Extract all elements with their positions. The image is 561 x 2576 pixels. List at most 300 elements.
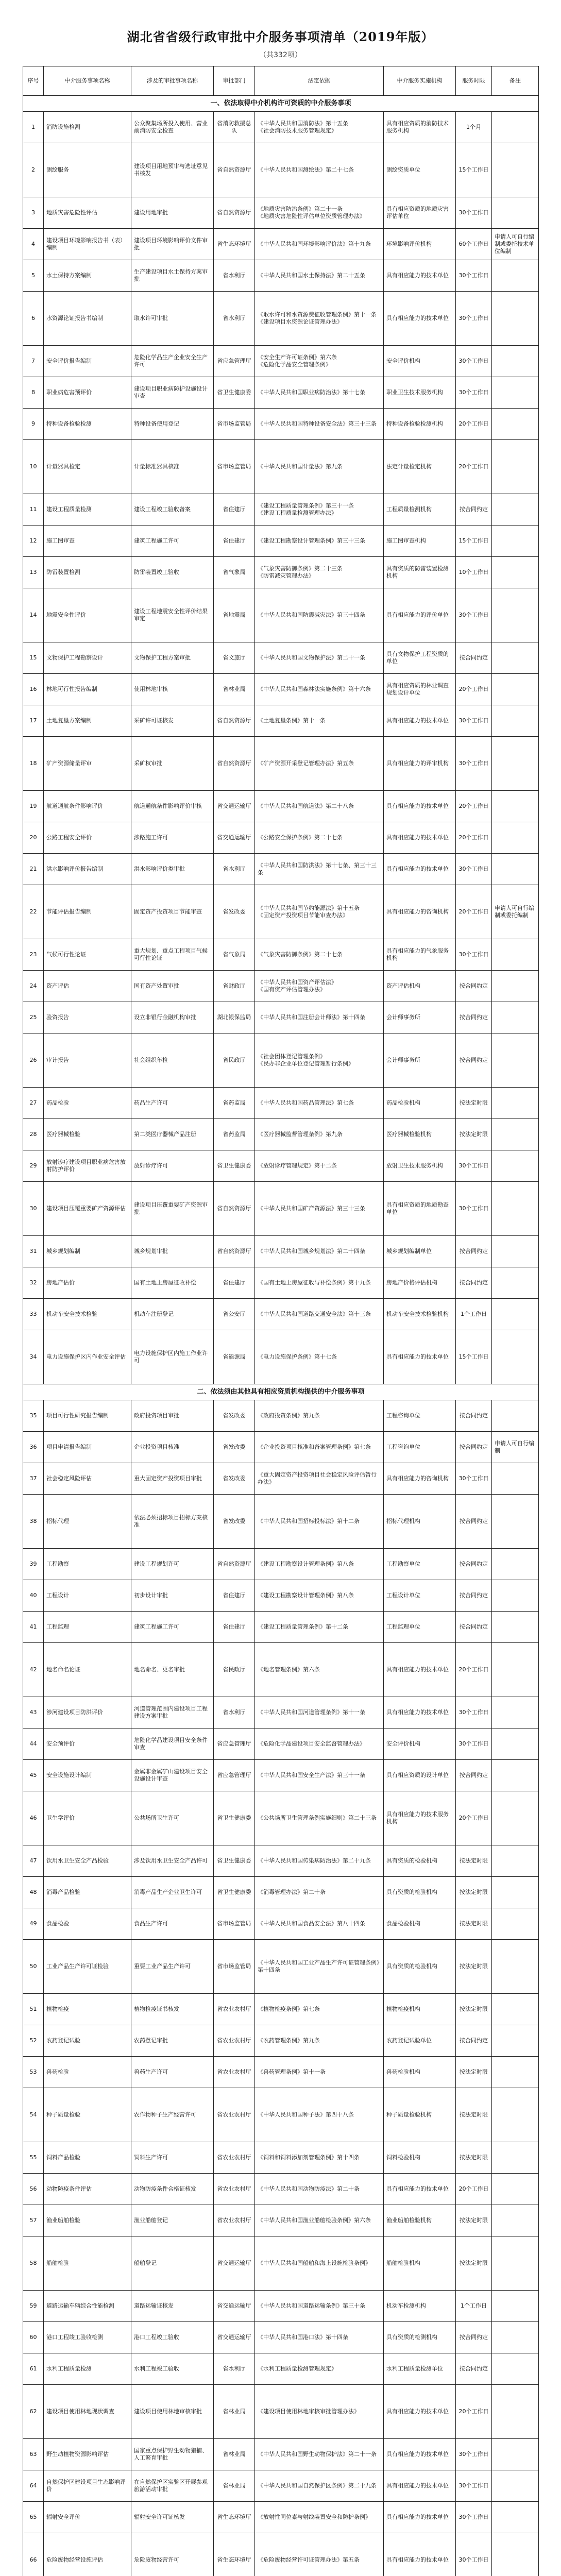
cell-approval-dept: 省交通运输厅 [214, 2322, 255, 2353]
cell-service-time: 30个工作日 [456, 2533, 492, 2576]
legal-basis-line: 《中华人民共和国野生动物保护法》第二十一条 [258, 2451, 377, 2458]
cell-service-time: 按合同约定 [456, 1495, 492, 1549]
cell-note [492, 1463, 539, 1495]
cell-legal-basis [255, 2322, 384, 2353]
cell-service-time: 按合同约定 [456, 971, 492, 1002]
cell-service-org: 安全评价机构 [384, 346, 456, 377]
cell-approval-item: 国有土地上房屋征收补偿 [131, 1267, 214, 1299]
cell-approval-item: 建设项目使用林地审核审批 [131, 2385, 214, 2439]
cell-legal-basis [255, 588, 384, 642]
cell-no: 13 [23, 557, 44, 588]
table-row [23, 2439, 539, 2470]
cell-approval-item: 取水许可审批 [131, 292, 214, 346]
cell-no: 42 [23, 1643, 44, 1697]
cell-service-time: 按合同约定 [456, 1760, 492, 1791]
legal-basis-line: 《中华人民共和国消防法》第十五条 [258, 120, 348, 127]
cell-legal-basis [255, 2142, 384, 2174]
cell-legal-basis [255, 2088, 384, 2142]
table-row [23, 1549, 539, 1580]
cell-legal-basis [255, 1877, 384, 1908]
cell-service-time: 按合同约定 [456, 1400, 492, 1432]
cell-legal-basis [255, 2291, 384, 2322]
cell-note [492, 971, 539, 1002]
cell-approval-dept: 省水利厅 [214, 2353, 255, 2385]
cell-no: 40 [23, 1580, 44, 1612]
cell-approval-item: 涉及饮用水卫生安全产品许可 [131, 1845, 214, 1877]
legal-basis-line: 《中华人民共和国森林法实施条例》第十六条 [258, 686, 371, 692]
cell-no: 46 [23, 1791, 44, 1845]
cell-service-org: 具有相应能力的技术单位 [384, 822, 456, 854]
cell-no: 20 [23, 822, 44, 854]
cell-service-name: 消防设施检测 [44, 112, 131, 143]
cell-note: 申请人可自行编制 [492, 1432, 539, 1463]
cell-note [492, 2088, 539, 2142]
cell-approval-dept: 省自然资源厅 [214, 197, 255, 229]
cell-approval-dept: 省自然资源厅 [214, 1182, 255, 1236]
cell-service-time: 20个工作日 [456, 674, 492, 705]
cell-approval-dept: 省交通运输厅 [214, 822, 255, 854]
cell-service-org: 机动车安全技术检验机构 [384, 1299, 456, 1330]
table-body [23, 96, 539, 2576]
cell-approval-dept: 省自然资源厅 [214, 1549, 255, 1580]
cell-service-name: 渔业船舶检验 [44, 2205, 131, 2236]
cell-note [492, 2322, 539, 2353]
cell-service-name: 林地可行性报告编制 [44, 674, 131, 705]
legal-basis-line: 《中华人民共和国道路交通安全法》第十三条 [258, 1311, 371, 1317]
cell-approval-dept: 省市场监管局 [214, 409, 255, 440]
cell-approval-item: 特种设备使用登记 [131, 409, 214, 440]
table-row [23, 674, 539, 705]
legal-basis-line: 《中华人民共和国船舶和海上设施检验条例》 [258, 2260, 371, 2266]
cell-approval-dept: 省住建厅 [214, 526, 255, 557]
cell-service-time: 按合同约定 [456, 642, 492, 674]
col-header-approval: 涉及的审批事项名称 [131, 66, 214, 96]
legal-basis-line: 《植物检疫条例》第七条 [258, 2006, 320, 2012]
legal-basis-line: 《中华人民共和国招标投标法》第十二条 [258, 1518, 360, 1524]
table-row [23, 1002, 539, 1033]
cell-note [492, 409, 539, 440]
cell-approval-dept: 省应急管理厅 [214, 1760, 255, 1791]
cell-service-time: 1个月 [456, 112, 492, 143]
cell-legal-basis [255, 197, 384, 229]
cell-note [492, 1845, 539, 1877]
cell-legal-basis [255, 1002, 384, 1033]
table-row [23, 1791, 539, 1845]
legal-basis-line: 《中华人民共和国种子法》第四十八条 [258, 2111, 354, 2118]
cell-note [492, 1119, 539, 1150]
cell-service-time: 30个工作日 [456, 292, 492, 346]
legal-basis-line: 《兽药管理条例》第十一条 [258, 2069, 326, 2075]
service-items-table [23, 66, 539, 2576]
cell-legal-basis [255, 1845, 384, 1877]
cell-no: 17 [23, 705, 44, 737]
cell-approval-item: 建设项目环境影响评价文件审批 [131, 229, 214, 260]
table-row [23, 1267, 539, 1299]
cell-approval-dept: 省水利厅 [214, 260, 255, 292]
cell-approval-dept: 省地震局 [214, 588, 255, 642]
cell-no: 21 [23, 854, 44, 885]
cell-note [492, 440, 539, 494]
cell-no: 14 [23, 588, 44, 642]
cell-service-org: 具有相应能力的技术单位 [384, 1643, 456, 1697]
cell-approval-item: 设立非银行金融机构审批 [131, 1002, 214, 1033]
cell-approval-item: 动物防疫条件合格证核发 [131, 2174, 214, 2205]
cell-approval-dept: 省生态环境厅 [214, 2502, 255, 2533]
cell-approval-item: 危险化学品生产企业安全生产许可 [131, 346, 214, 377]
cell-service-name: 项目申请报告编制 [44, 1432, 131, 1463]
cell-legal-basis [255, 409, 384, 440]
cell-service-time: 30个工作日 [456, 2502, 492, 2533]
table-row [23, 1580, 539, 1612]
cell-approval-dept: 省应急管理厅 [214, 1728, 255, 1760]
cell-service-org: 具有相应能力的咨询机构 [384, 885, 456, 939]
table-row [23, 1643, 539, 1697]
cell-service-org: 法定计量检定机构 [384, 440, 456, 494]
cell-service-org: 工程监理单位 [384, 1612, 456, 1643]
cell-service-time: 按合同约定 [456, 2025, 492, 2057]
cell-service-org: 具有相应能力的技术单位 [384, 260, 456, 292]
table-row [23, 1908, 539, 1940]
cell-service-time: 按法定时限 [456, 2205, 492, 2236]
cell-no: 41 [23, 1612, 44, 1643]
cell-service-time: 按合同约定 [456, 1267, 492, 1299]
legal-basis-line: 《固定资产投资项目节能审查办法》 [258, 912, 348, 919]
cell-note [492, 1728, 539, 1760]
cell-legal-basis [255, 939, 384, 971]
cell-service-time: 按法定时限 [456, 1877, 492, 1908]
cell-approval-dept: 省市场监管局 [214, 1908, 255, 1940]
cell-approval-item: 消毒产品生产企业卫生许可 [131, 1877, 214, 1908]
cell-approval-dept: 省公安厅 [214, 1299, 255, 1330]
cell-service-name: 社会稳定风险评估 [44, 1463, 131, 1495]
cell-service-name: 植物检疫 [44, 1994, 131, 2025]
cell-approval-dept: 省农业农村厅 [214, 1994, 255, 2025]
cell-service-name: 放射诊疗建设项目职业病危害放射防护评价 [44, 1150, 131, 1182]
col-header-org: 中介服务实施机构 [384, 66, 456, 96]
cell-approval-item: 农药登记审批 [131, 2025, 214, 2057]
cell-approval-item: 国有资产处置审批 [131, 971, 214, 1002]
cell-service-time: 20个工作日 [456, 1791, 492, 1845]
cell-note: 申请人可自行编制或委托技术单位编制 [492, 229, 539, 260]
cell-service-org: 施工图审查机构 [384, 526, 456, 557]
cell-service-name: 辐射安全评价 [44, 2502, 131, 2533]
cell-note [492, 1612, 539, 1643]
table-row [23, 2236, 539, 2291]
cell-approval-item: 机动车注册登记 [131, 1299, 214, 1330]
cell-legal-basis [255, 1760, 384, 1791]
cell-no: 12 [23, 526, 44, 557]
cell-legal-basis [255, 1432, 384, 1463]
cell-approval-item: 建筑工程施工许可 [131, 1612, 214, 1643]
cell-service-org: 具有相应能力的技术单位 [384, 2502, 456, 2533]
cell-service-name: 安全预评价 [44, 1728, 131, 1760]
cell-service-time: 30个工作日 [456, 1728, 492, 1760]
legal-basis-line: 《危险化学品建设项目安全监督管理办法》 [258, 1740, 365, 1747]
cell-service-name: 航道通航条件影响评价 [44, 791, 131, 822]
cell-approval-dept: 省应急管理厅 [214, 346, 255, 377]
cell-legal-basis [255, 1697, 384, 1728]
cell-service-time: 1个工作日 [456, 1299, 492, 1330]
cell-legal-basis [255, 1236, 384, 1267]
table-row [23, 1182, 539, 1236]
cell-no: 1 [23, 112, 44, 143]
cell-no: 56 [23, 2174, 44, 2205]
cell-note [492, 494, 539, 526]
cell-legal-basis [255, 2025, 384, 2057]
legal-basis-line: 《社会消防技术服务管理规定》 [258, 127, 337, 134]
cell-service-time: 按法定时限 [456, 2236, 492, 2291]
cell-service-org: 植物检疫机构 [384, 1994, 456, 2025]
cell-note [492, 197, 539, 229]
cell-service-name: 审计报告 [44, 1033, 131, 1088]
cell-note [492, 642, 539, 674]
legal-basis-line: 《公共场所卫生管理条例实施细则》第二十三条 [258, 1815, 377, 1821]
cell-service-name: 工程勘察 [44, 1549, 131, 1580]
cell-no: 61 [23, 2353, 44, 2385]
legal-basis-line: 《国有土地上房屋征收与补偿条例》第十九条 [258, 1279, 371, 1286]
cell-service-org: 具有资质的防雷装置检测机构 [384, 557, 456, 588]
cell-service-name: 种子质量检验 [44, 2088, 131, 2142]
cell-approval-item: 建设工程竣工验收备案 [131, 494, 214, 526]
cell-service-name: 水土保持方案编制 [44, 260, 131, 292]
cell-no: 38 [23, 1495, 44, 1549]
cell-approval-item: 固定资产投资项目节能审查 [131, 885, 214, 939]
cell-service-name: 矿产资源储量评审 [44, 737, 131, 791]
cell-approval-dept: 省市场监管局 [214, 440, 255, 494]
legal-basis-line: 《建设工程勘察设计管理条例》第三十三条 [258, 537, 365, 544]
table-row [23, 229, 539, 260]
cell-legal-basis [255, 2439, 384, 2470]
legal-basis-line: 《中华人民共和国防震减灾法》第三十四条 [258, 612, 365, 618]
cell-approval-item: 饲料生产许可 [131, 2142, 214, 2174]
cell-no: 49 [23, 1908, 44, 1940]
cell-no: 43 [23, 1697, 44, 1728]
cell-note [492, 260, 539, 292]
legal-basis-line: 《中华人民共和国测绘法》第二十七条 [258, 166, 354, 173]
cell-no: 39 [23, 1549, 44, 1580]
cell-legal-basis [255, 2502, 384, 2533]
col-header-note: 备注 [492, 66, 539, 96]
cell-service-name: 施工图审查 [44, 526, 131, 557]
cell-service-time: 60个工作日 [456, 229, 492, 260]
table-row [23, 1033, 539, 1088]
cell-note [492, 1697, 539, 1728]
legal-basis-line: 《中华人民共和国环境影响评价法》第十九条 [258, 241, 371, 247]
cell-no: 19 [23, 791, 44, 822]
table-row [23, 440, 539, 494]
col-header-name: 中介服务事项名称 [44, 66, 131, 96]
table-row [23, 885, 539, 939]
cell-legal-basis [255, 2057, 384, 2088]
cell-note [492, 939, 539, 971]
cell-legal-basis [255, 1549, 384, 1580]
table-row [23, 2174, 539, 2205]
cell-service-org: 具有相应能力的技术服务机构 [384, 1791, 456, 1845]
section-heading-row [23, 96, 539, 112]
cell-no: 51 [23, 1994, 44, 2025]
cell-legal-basis [255, 1033, 384, 1088]
cell-note [492, 1299, 539, 1330]
cell-service-org: 药品检验机构 [384, 1088, 456, 1119]
table-header-row [23, 66, 539, 96]
cell-approval-item: 渔业船舶登记 [131, 2205, 214, 2236]
cell-service-org: 具有相应能力的咨询机构 [384, 1463, 456, 1495]
cell-service-time: 按合同约定 [456, 2353, 492, 2385]
cell-approval-item: 金属非金属矿山建设项目安全设施设计审查 [131, 1760, 214, 1791]
legal-basis-line: 《建设项目使用林地审核审批管理办法》 [258, 2408, 360, 2415]
cell-approval-item: 建设工程地震安全性评价结果审定 [131, 588, 214, 642]
cell-service-time: 按合同约定 [456, 1033, 492, 1088]
cell-legal-basis [255, 1267, 384, 1299]
cell-legal-basis [255, 1643, 384, 1697]
cell-note [492, 2057, 539, 2088]
cell-approval-item: 文物保护工程方案审批 [131, 642, 214, 674]
cell-approval-dept: 省药监局 [214, 1088, 255, 1119]
cell-approval-dept: 省卫生健康委 [214, 377, 255, 409]
cell-note [492, 705, 539, 737]
cell-legal-basis [255, 854, 384, 885]
cell-legal-basis [255, 526, 384, 557]
cell-approval-dept: 省住建厅 [214, 1580, 255, 1612]
cell-approval-item: 道路运输证核发 [131, 2291, 214, 2322]
cell-approval-item: 农作物种子生产经营许可 [131, 2088, 214, 2142]
legal-basis-line: 《建设工程质量管理条例》第三十一条 [258, 502, 354, 509]
cell-service-name: 港口工程竣工验收检测 [44, 2322, 131, 2353]
cell-service-time: 按法定时限 [456, 1845, 492, 1877]
legal-basis-line: 《防雷减灾管理办法》 [258, 572, 314, 579]
cell-no: 16 [23, 674, 44, 705]
cell-no: 47 [23, 1845, 44, 1877]
table-row [23, 1400, 539, 1432]
table-row [23, 1728, 539, 1760]
cell-approval-dept: 省住建厅 [214, 1612, 255, 1643]
cell-legal-basis [255, 494, 384, 526]
cell-note [492, 2142, 539, 2174]
cell-service-time: 1个工作日 [456, 2291, 492, 2322]
table-row [23, 642, 539, 674]
cell-service-org: 渔业船舶检验机构 [384, 2205, 456, 2236]
cell-no: 37 [23, 1463, 44, 1495]
cell-legal-basis [255, 1612, 384, 1643]
cell-approval-dept: 省气象局 [214, 939, 255, 971]
cell-legal-basis [255, 705, 384, 737]
legal-basis-line: 《建设项目水资源论证管理办法》 [258, 318, 343, 325]
cell-service-time: 30个工作日 [456, 377, 492, 409]
cell-service-name: 气候可行性论证 [44, 939, 131, 971]
cell-approval-dept: 省住建厅 [214, 494, 255, 526]
cell-service-name: 验资报告 [44, 1002, 131, 1033]
cell-approval-item: 重大固定资产投资项目审批 [131, 1463, 214, 1495]
legal-basis-line: 《地质灾害危险性评估单位资质管理办法》 [258, 213, 365, 219]
cell-approval-item: 食品生产许可 [131, 1908, 214, 1940]
cell-service-name: 工业产品生产许可证检验 [44, 1940, 131, 1994]
cell-service-time: 30个工作日 [456, 346, 492, 377]
cell-service-time: 30个工作日 [456, 260, 492, 292]
section-heading: 一、依法取得中介机构许可资质的中介服务事项 [23, 96, 539, 112]
cell-service-name: 建设工程质量检测 [44, 494, 131, 526]
cell-no: 27 [23, 1088, 44, 1119]
legal-basis-line: 《中华人民共和国药品管理法》第七条 [258, 1099, 354, 1106]
cell-service-org: 房地产价格评估机构 [384, 1267, 456, 1299]
cell-no: 45 [23, 1760, 44, 1791]
cell-approval-item: 危险化学品建设项目安全条件审查 [131, 1728, 214, 1760]
cell-approval-item: 涉路施工许可 [131, 822, 214, 854]
cell-no: 52 [23, 2025, 44, 2057]
legal-basis-line: 《医疗器械监督管理条例》第九条 [258, 1131, 343, 1138]
cell-approval-dept: 省农业农村厅 [214, 2057, 255, 2088]
cell-no: 54 [23, 2088, 44, 2142]
cell-service-name: 项目可行性研究报告编制 [44, 1400, 131, 1432]
legal-basis-line: 《企业投资项目核准和备案管理条例》第七条 [258, 1444, 371, 1450]
cell-service-org: 具有相应能力的技术单位 [384, 705, 456, 737]
cell-legal-basis [255, 885, 384, 939]
cell-note [492, 292, 539, 346]
cell-note [492, 822, 539, 854]
cell-no: 55 [23, 2142, 44, 2174]
legal-basis-line: 《水利工程质量检测管理规定》 [258, 2365, 337, 2372]
cell-approval-dept: 省卫生健康委 [214, 1150, 255, 1182]
cell-service-time: 30个工作日 [456, 588, 492, 642]
table-row [23, 409, 539, 440]
col-header-no: 序号 [23, 66, 44, 96]
cell-legal-basis [255, 2236, 384, 2291]
col-header-time: 服务时限 [456, 66, 492, 96]
legal-basis-line: 《建设工程质量管理条例》第十二条 [258, 1623, 348, 1630]
table-row [23, 292, 539, 346]
cell-note [492, 2291, 539, 2322]
cell-service-name: 文物保护工程勘察设计 [44, 642, 131, 674]
cell-legal-basis [255, 292, 384, 346]
cell-no: 35 [23, 1400, 44, 1432]
cell-service-time: 20个工作日 [456, 409, 492, 440]
cell-approval-dept: 省生态环境厅 [214, 229, 255, 260]
cell-service-org: 具有相应能力的技术单位 [384, 1330, 456, 1384]
cell-approval-item: 采矿权审批 [131, 737, 214, 791]
cell-no: 3 [23, 197, 44, 229]
cell-approval-item: 船舶登记 [131, 2236, 214, 2291]
cell-approval-item: 初步设计审批 [131, 1580, 214, 1612]
cell-legal-basis [255, 229, 384, 260]
cell-no: 25 [23, 1002, 44, 1033]
cell-no: 30 [23, 1182, 44, 1236]
cell-service-name: 地震安全性评价 [44, 588, 131, 642]
legal-basis-line: 《中华人民共和国航道法》第二十八条 [258, 803, 354, 809]
cell-note [492, 2470, 539, 2502]
cell-service-org: 具有相应能力的技术单位 [384, 1697, 456, 1728]
legal-basis-line: 《中华人民共和国注册会计师法》第十四条 [258, 1014, 365, 1021]
cell-service-time: 按合同约定 [456, 2322, 492, 2353]
cell-service-time: 按合同约定 [456, 1236, 492, 1267]
cell-approval-item: 城乡规划审批 [131, 1236, 214, 1267]
cell-service-name: 卫生学评价 [44, 1791, 131, 1845]
cell-approval-dept: 省农业农村厅 [214, 2088, 255, 2142]
cell-approval-dept: 省消防救援总队 [214, 112, 255, 143]
cell-no: 2 [23, 143, 44, 197]
legal-basis-line: 《中华人民共和国职业病防治法》第十七条 [258, 389, 365, 396]
table-row [23, 939, 539, 971]
table-row [23, 2353, 539, 2385]
cell-approval-dept: 省农业农村厅 [214, 2205, 255, 2236]
cell-service-org: 具有资质的检验机构 [384, 1940, 456, 1994]
table-row [23, 377, 539, 409]
cell-service-time: 按合同约定 [456, 1580, 492, 1612]
table-row [23, 557, 539, 588]
cell-approval-dept: 省文旅厅 [214, 642, 255, 674]
cell-service-org: 具有资质的检验机构 [384, 1845, 456, 1877]
table-row [23, 971, 539, 1002]
cell-approval-dept: 省卫生健康委 [214, 1791, 255, 1845]
cell-service-time: 30个工作日 [456, 1150, 492, 1182]
